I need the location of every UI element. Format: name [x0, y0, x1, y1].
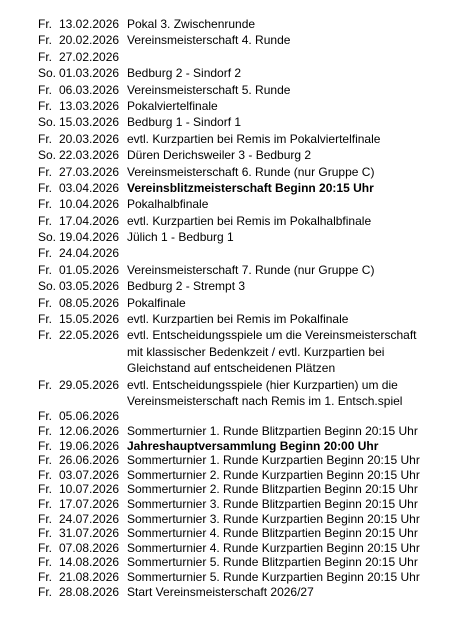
- schedule-event: [127, 131, 417, 147]
- schedule-event-line: Sommerturnier 4. Runde Blitzpartien Beginn 20:15 Uhr: [127, 526, 418, 541]
- schedule-date: 24.07.2026: [59, 511, 120, 526]
- schedule-event: [127, 295, 417, 311]
- schedule-day: Fr.: [38, 213, 52, 228]
- schedule-row: [0, 453, 469, 468]
- schedule-event: [127, 164, 417, 180]
- schedule-day: Fr.: [38, 197, 52, 212]
- schedule-event-line: Sommerturnier 4. Runde Kurzpartien Beginn 20:15 Uhr: [127, 540, 420, 555]
- schedule-day: Fr.: [38, 328, 52, 343]
- schedule-date: 01.05.2026: [59, 262, 120, 277]
- schedule-event-line: Start Vereinsmeisterschaft 2026/27: [127, 584, 314, 599]
- schedule-event-line: Vereinsmeisterschaft 4. Runde: [127, 33, 291, 48]
- schedule-row: [0, 65, 469, 81]
- schedule-event: [127, 511, 420, 527]
- schedule-row: [0, 180, 469, 196]
- schedule-date: 22.05.2026: [59, 328, 120, 343]
- schedule-event-line: Vereinsmeisterschaft 5. Runde: [127, 82, 291, 97]
- schedule-date: 13.02.2026: [59, 17, 120, 31]
- schedule-event: [127, 585, 417, 600]
- schedule-event-line: Sommerturnier 3. Runde Kurzpartien Beginn 20:15 Uhr: [127, 511, 420, 526]
- schedule-day: So.: [38, 279, 57, 294]
- schedule-day: Fr.: [38, 49, 52, 64]
- schedule-event: [127, 555, 417, 570]
- schedule-date: 15.05.2026: [59, 312, 120, 327]
- schedule-day: Fr.: [38, 98, 52, 113]
- schedule-date: 03.07.2026: [59, 467, 120, 482]
- schedule-event: [127, 180, 417, 196]
- schedule-day: So.: [38, 66, 57, 81]
- schedule-date: 05.06.2026: [59, 409, 120, 424]
- schedule-event: [127, 245, 417, 261]
- schedule-row: [0, 196, 469, 212]
- schedule-date: 19.04.2026: [59, 230, 120, 245]
- schedule-row: [0, 439, 469, 454]
- schedule-day: Fr.: [38, 377, 52, 392]
- schedule-row: [0, 229, 469, 245]
- schedule-date: 12.06.2026: [59, 424, 120, 438]
- schedule-event: [127, 147, 417, 163]
- schedule-event-line: evtl. Kurzpartien bei Remis im Pokalfinale: [127, 312, 349, 327]
- schedule-event-line: Gleichstand auf entscheidenen Plätzen: [127, 361, 336, 376]
- schedule-event-line: Bedburg 1 - Sindorf 1: [127, 115, 242, 130]
- schedule-row: [0, 278, 469, 294]
- schedule-date: 03.05.2026: [59, 279, 120, 294]
- schedule-row: [0, 497, 469, 512]
- schedule-day: Fr.: [38, 33, 52, 48]
- schedule-event: [127, 482, 417, 497]
- schedule-day: Fr.: [38, 569, 52, 584]
- schedule-day: Fr.: [38, 295, 52, 310]
- schedule-date: 22.03.2026: [59, 148, 120, 163]
- schedule-event-line: Sommerturnier 1. Runde Blitzpartien Beginn 20:15 Uhr: [127, 424, 418, 438]
- schedule-event-line: Sommerturnier 2. Runde Kurzpartien Beginn 20:15 Uhr: [127, 467, 420, 482]
- schedule-row: [0, 409, 469, 424]
- schedule-day: Fr.: [38, 424, 52, 438]
- schedule-date: 27.02.2026: [59, 49, 120, 64]
- schedule-day: Fr.: [38, 511, 52, 526]
- schedule-row: [0, 541, 469, 556]
- schedule-date: 19.06.2026: [59, 438, 120, 453]
- schedule-event: [127, 65, 417, 81]
- schedule-row: [0, 262, 469, 278]
- schedule-event-line: Pokalfinale: [127, 295, 186, 310]
- schedule-day: So.: [38, 148, 57, 163]
- schedule-event: [127, 49, 417, 65]
- schedule-event: [127, 453, 420, 468]
- schedule-row: [0, 585, 469, 600]
- schedule-row: [0, 16, 469, 32]
- schedule-day: Fr.: [38, 438, 52, 453]
- schedule-event: [127, 229, 417, 245]
- schedule-event: [127, 16, 417, 32]
- schedule-day: Fr.: [38, 540, 52, 555]
- schedule-event: [127, 262, 417, 278]
- schedule-row: [0, 82, 469, 98]
- schedule-event: [127, 114, 417, 130]
- schedule-day: Fr.: [38, 312, 52, 327]
- schedule-date: 03.04.2026: [59, 180, 120, 195]
- schedule-event: [127, 409, 417, 424]
- schedule-date: 20.03.2026: [59, 131, 120, 146]
- schedule-row: [0, 512, 469, 527]
- schedule-event-line: Bedburg 2 - Sindorf 2: [127, 66, 242, 81]
- schedule-event-line: mit klassischer Bedenkzeit / evtl. Kurzpartien bei: [127, 344, 385, 359]
- schedule-day: Fr.: [38, 496, 52, 511]
- schedule-event: [127, 278, 417, 294]
- schedule-event-line: evtl. Entscheidungsspiele (hier Kurzpartien) um die: [127, 377, 398, 392]
- schedule-event-line: Jülich 1 - Bedburg 1: [127, 230, 234, 245]
- schedule-date: 17.04.2026: [59, 213, 120, 228]
- schedule-row: [0, 482, 469, 497]
- schedule-date: 13.03.2026: [59, 98, 120, 113]
- schedule-date: 10.04.2026: [59, 197, 120, 212]
- schedule-day: Fr.: [38, 164, 52, 179]
- schedule-row: [0, 147, 469, 163]
- schedule-event-line: Pokalhalbfinale: [127, 197, 209, 212]
- schedule-event-line: Sommerturnier 1. Runde Kurzpartien Beginn 20:15 Uhr: [127, 453, 420, 468]
- schedule-day: Fr.: [38, 584, 52, 599]
- schedule-day: Fr.: [38, 262, 52, 277]
- schedule-event-line: Sommerturnier 2. Runde Blitzpartien Beginn 20:15 Uhr: [127, 482, 418, 497]
- schedule-row: [0, 311, 469, 327]
- schedule-event-line: [127, 245, 417, 261]
- schedule-row: [0, 164, 469, 180]
- schedule-event: [127, 196, 417, 212]
- schedule-date: 24.04.2026: [59, 246, 120, 261]
- schedule-event: [127, 569, 420, 585]
- schedule-day: Fr.: [38, 467, 52, 482]
- schedule-event-line: Vereinsmeisterschaft nach Remis im 1. Entsch.spiel: [127, 394, 403, 408]
- schedule-row: [0, 213, 469, 229]
- schedule-event-line: Vereinsblitzmeisterschaft Beginn 20:15 Uhr: [127, 180, 374, 195]
- schedule-event-line: [127, 49, 417, 65]
- schedule-row: [0, 295, 469, 311]
- schedule-day: Fr.: [38, 17, 52, 31]
- schedule-row: [0, 424, 469, 439]
- schedule-event-line: evtl. Kurzpartien bei Remis im Pokalviertelfinale: [127, 131, 381, 146]
- schedule-event: [127, 213, 417, 229]
- schedule-event: [127, 311, 417, 327]
- schedule-day: Fr.: [38, 409, 52, 424]
- schedule-event-line: Sommerturnier 5. Runde Blitzpartien Beginn 20:15 Uhr: [127, 555, 418, 570]
- schedule-day: Fr.: [38, 482, 52, 497]
- schedule-date: 31.07.2026: [59, 526, 120, 541]
- schedule-day: So.: [38, 230, 57, 245]
- schedule-event: [127, 497, 417, 512]
- schedule-event: [127, 82, 417, 98]
- schedule-date: 26.06.2026: [59, 453, 120, 468]
- schedule-event: [127, 98, 417, 114]
- schedule-day: Fr.: [38, 555, 52, 570]
- schedule-event: [127, 327, 417, 376]
- schedule-day: Fr.: [38, 131, 52, 146]
- schedule-row: [0, 98, 469, 114]
- schedule-event-line: evtl. Kurzpartien bei Remis im Pokalhalbfinale: [127, 213, 372, 228]
- schedule-event-line: Vereinsmeisterschaft 7. Runde (nur Gruppe C): [127, 262, 375, 277]
- schedule-event-line: evtl. Entscheidungsspiele um die Vereinsmeisterschaft: [127, 328, 417, 343]
- schedule-date: 08.05.2026: [59, 295, 120, 310]
- schedule-date: 28.08.2026: [59, 584, 120, 599]
- schedule-day: Fr.: [38, 453, 52, 468]
- schedule-date: 17.07.2026: [59, 496, 120, 511]
- schedule-date: 20.02.2026: [59, 33, 120, 48]
- schedule-date: 10.07.2026: [59, 482, 120, 497]
- schedule-event: [127, 377, 417, 410]
- schedule-event-line: Vereinsmeisterschaft 6. Runde (nur Gruppe C): [127, 164, 375, 179]
- schedule-list: [0, 16, 469, 599]
- schedule-event: [127, 540, 420, 556]
- schedule-row: [0, 327, 469, 376]
- schedule-event-line: Düren Derichsweiler 3 - Bedburg 2: [127, 148, 312, 163]
- schedule-event: [127, 467, 420, 483]
- schedule-event: [127, 439, 417, 454]
- schedule-event-line: Pokalviertelfinale: [127, 98, 218, 113]
- schedule-date: 29.05.2026: [59, 377, 120, 392]
- schedule-row: [0, 570, 469, 585]
- schedule-day: Fr.: [38, 180, 52, 195]
- schedule-event-line: Sommerturnier 5. Runde Kurzpartien Beginn 20:15 Uhr: [127, 569, 420, 584]
- schedule-event: [127, 526, 417, 541]
- schedule-event: [127, 424, 417, 439]
- schedule-row: [0, 555, 469, 570]
- schedule-day: Fr.: [38, 246, 52, 261]
- schedule-date: 15.03.2026: [59, 115, 120, 130]
- schedule-date: 06.03.2026: [59, 82, 120, 97]
- schedule-date: 14.08.2026: [59, 555, 120, 570]
- schedule-event-line: [127, 409, 417, 424]
- schedule-event: [127, 32, 417, 48]
- schedule-row: [0, 377, 469, 410]
- schedule-row: [0, 526, 469, 541]
- schedule-date: 07.08.2026: [59, 540, 120, 555]
- schedule-day: So.: [38, 115, 57, 130]
- schedule-row: [0, 245, 469, 261]
- schedule-row: [0, 131, 469, 147]
- schedule-row: [0, 468, 469, 483]
- schedule-event-line: Jahreshauptversammlung Beginn 20:00 Uhr: [127, 438, 379, 453]
- schedule-date: 21.08.2026: [59, 569, 120, 584]
- schedule-event-line: Sommerturnier 3. Runde Blitzpartien Beginn 20:15 Uhr: [127, 496, 418, 511]
- schedule-row: [0, 32, 469, 48]
- schedule-date: 01.03.2026: [59, 66, 120, 81]
- schedule-row: [0, 49, 469, 65]
- schedule-event-line: Bedburg 2 - Strempt 3: [127, 279, 246, 294]
- schedule-date: 27.03.2026: [59, 164, 120, 179]
- schedule-day: Fr.: [38, 82, 52, 97]
- schedule-day: Fr.: [38, 526, 52, 541]
- schedule-row: [0, 114, 469, 130]
- schedule-event-line: Pokal 3. Zwischenrunde: [127, 17, 256, 31]
